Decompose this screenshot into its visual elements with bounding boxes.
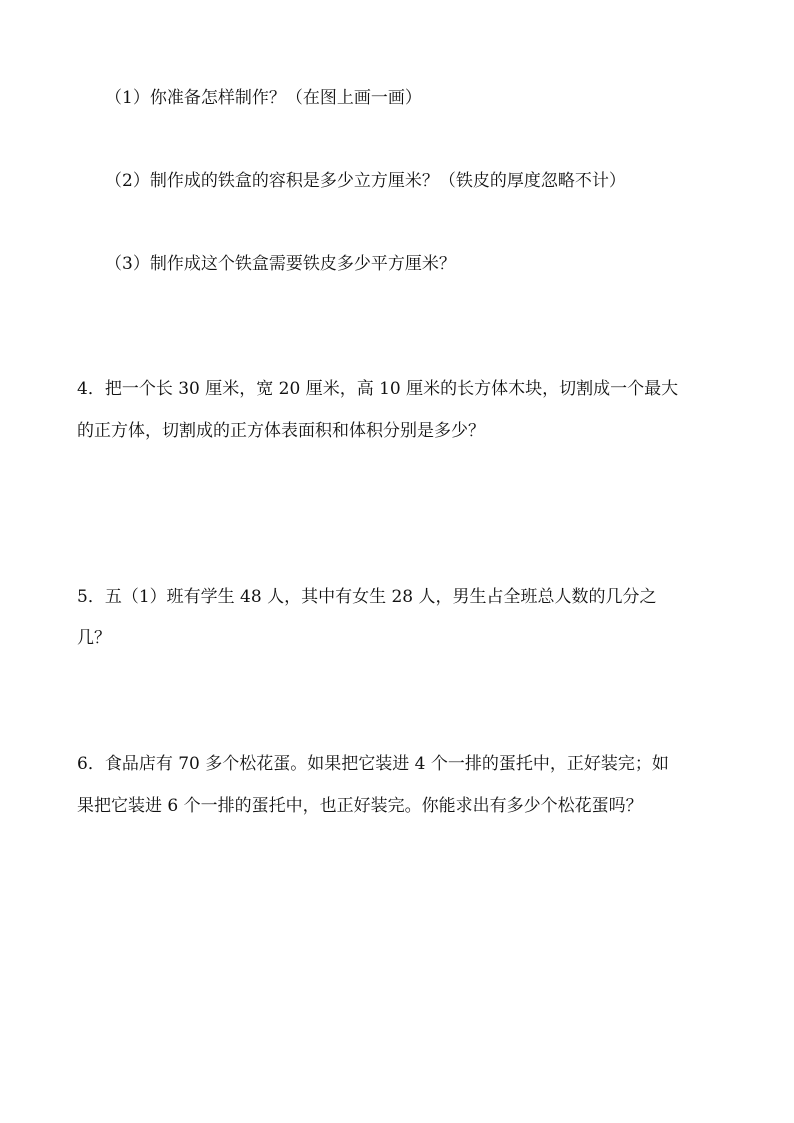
question-3-part-1: （1）你准备怎样制作？（在图上画一画） <box>105 88 422 108</box>
question-4-line-2: 的正方体，切割成的正方体表面积和体积分别是多少？ <box>77 421 485 441</box>
question-5-line-1: 5．五（1）班有学生 48 人，其中有女生 28 人，男生占全班总人数的几分之 <box>77 587 657 607</box>
question-6-line-2: 果把它装进 6 个一排的蛋托中，也正好装完。你能求出有多少个松花蛋吗？ <box>77 796 643 816</box>
question-5-line-2: 几？ <box>77 628 111 648</box>
question-3-part-2: （2）制作成的铁盒的容积是多少立方厘米？（铁皮的厚度忽略不计） <box>105 171 626 191</box>
question-3-part-3: （3）制作成这个铁盒需要铁皮多少平方厘米？ <box>105 254 456 274</box>
question-4-line-1: 4．把一个长 30 厘米，宽 20 厘米，高 10 厘米的长方体木块，切割成一个最大 <box>77 379 679 399</box>
question-6-line-1: 6．食品店有 70 多个松花蛋。如果把它装进 4 个一排的蛋托中，正好装完；如 <box>77 754 669 774</box>
